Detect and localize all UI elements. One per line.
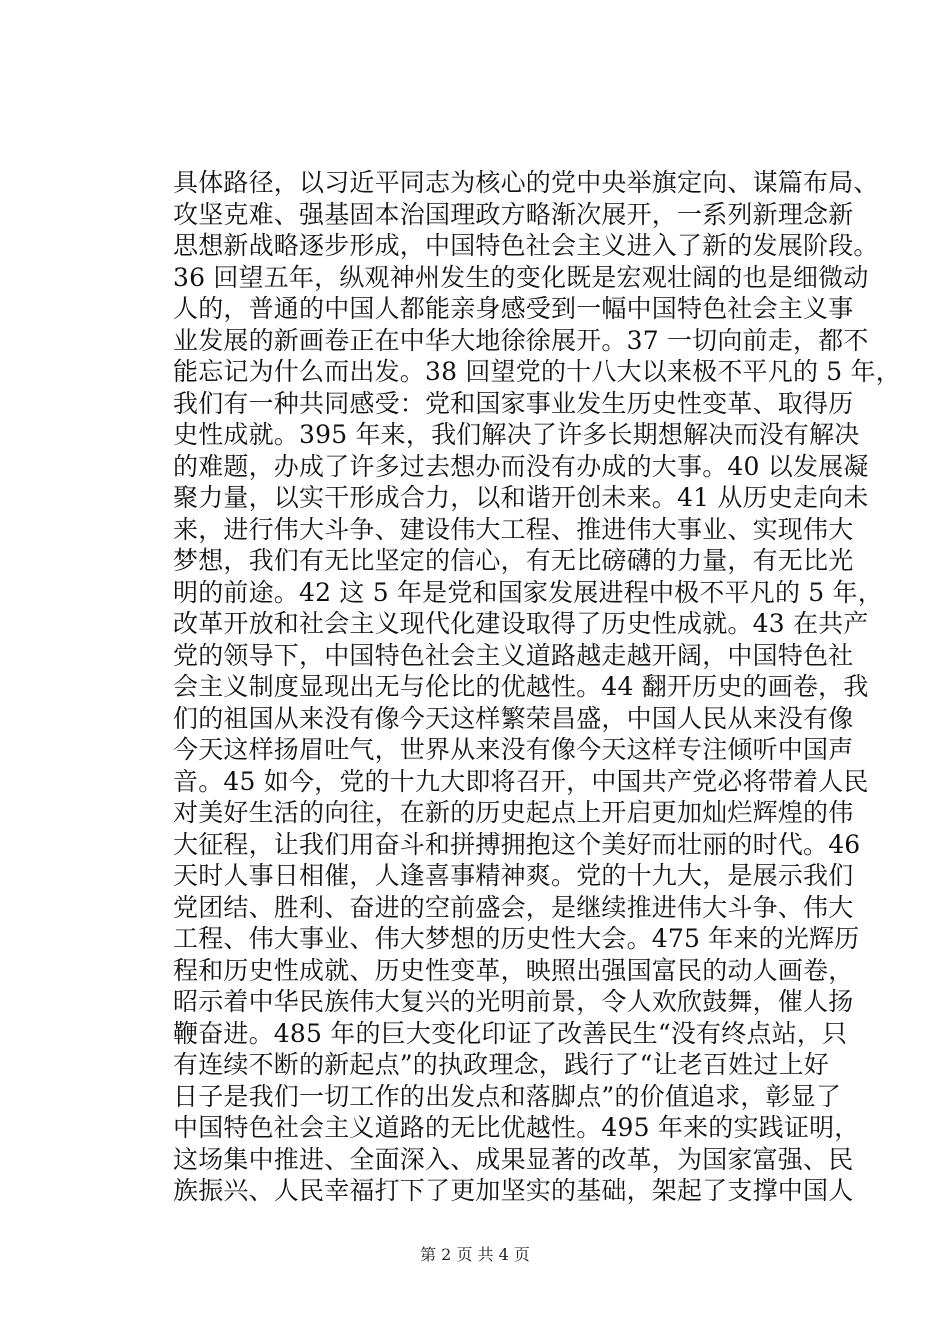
- text-line: 今天这样扬眉吐气，世界从来没有像今天这样专注倾听中国声: [173, 735, 854, 764]
- text-line: 我们有一种共同感受：党和国家事业发生历史性变革、取得历: [173, 388, 854, 418]
- text-line: 改革开放和社会主义现代化建设取得了历史性成就。43 在共产: [173, 609, 869, 638]
- text-line: 音。45 如今，党的十九大即将召开，中国共产党必将带着人民: [173, 766, 869, 796]
- text-line: 人的，普通的中国人都能亲身感受到一幅中国特色社会主义事: [173, 294, 854, 323]
- text-line: 党的领导下，中国特色社会主义道路越走越开阔，中国特色社: [173, 640, 854, 670]
- page-footer: 第 2 页 共 4 页: [420, 1245, 530, 1264]
- text-line: 业发展的新画卷正在中华大地徐徐展开。37 一切向前走，都不: [173, 325, 869, 355]
- text-line: 日子是我们一切工作的出发点和落脚点”的价值追求，彰显了: [173, 1081, 842, 1111]
- text-line: 程和历史性成就、历史性变革，映照出强国富民的动人画卷，: [173, 955, 854, 985]
- text-line: 昭示着中华民族伟大复兴的光明前景，令人欢欣鼓舞，催人扬: [173, 987, 854, 1016]
- text-line: 明的前途。42 这 5 年是党和国家发展进程中极不平凡的 5 年，: [173, 577, 883, 607]
- text-line: 有连续不断的新起点”的执政理念，践行了“让老百姓过上好: [173, 1050, 829, 1079]
- text-line: 大征程，让我们用奋斗和拼搏拥抱这个美好而壮丽的时代。46: [173, 829, 861, 859]
- text-line: 鞭奋进。485 年的巨大变化印证了改善民生“没有终点站，只: [173, 1018, 848, 1048]
- text-line: 族振兴、人民幸福打下了更加坚实的基础，架起了支撑中国人: [173, 1176, 854, 1205]
- text-line: 工程、伟大事业、伟大梦想的历史性大会。475 年来的光辉历: [173, 924, 860, 953]
- text-line: 这场集中推进、全面深入、成果显著的改革，为国家富强、民: [173, 1144, 854, 1174]
- text-line: 们的祖国从来没有像今天这样繁荣昌盛，中国人民从来没有像: [173, 703, 854, 733]
- text-line: 聚力量，以实干形成合力，以和谐开创未来。41 从历史走向未: [173, 483, 869, 512]
- text-line: 对美好生活的向往，在新的历史起点上开启更加灿烂辉煌的伟: [173, 798, 854, 827]
- text-line: 党团结、胜利、奋进的空前盛会，是继续推进伟大斗争、伟大: [173, 892, 854, 922]
- text-line: 来，进行伟大斗争、建设伟大工程、推进伟大事业、实现伟大: [173, 514, 854, 544]
- text-line: 的难题，办成了许多过去想办而没有办成的大事。40 以发展凝: [173, 451, 869, 481]
- text-line: 史性成就。395 年来，我们解决了许多长期想解决而没有解决: [173, 420, 860, 449]
- text-line: 天时人事日相催，人逢喜事精神爽。党的十九大，是展示我们: [173, 861, 854, 890]
- text-line: 攻坚克难、强基固本治国理政方略渐次展开，一系列新理念新: [173, 199, 854, 229]
- text-line: 思想新战略逐步形成，中国特色社会主义进入了新的发展阶段。: [173, 231, 879, 260]
- text-line: 具体路径，以习近平同志为核心的党中央举旗定向、谋篇布局、: [173, 168, 879, 197]
- body-text: [173, 167, 901, 1207]
- text-line: 能忘记为什么而出发。38 回望党的十八大以来极不平凡的 5 年，: [173, 357, 901, 386]
- text-line: 梦想，我们有无比坚定的信心，有无比磅礴的力量，有无比光: [173, 546, 854, 575]
- text-line: 中国特色社会主义道路的无比优越性。495 年来的实践证明，: [173, 1113, 860, 1142]
- text-line: 会主义制度显现出无与伦比的优越性。44 翻开历史的画卷，我: [173, 672, 869, 701]
- text-line: 36 回望五年，纵观神州发生的变化既是宏观壮阔的也是细微动: [173, 262, 869, 292]
